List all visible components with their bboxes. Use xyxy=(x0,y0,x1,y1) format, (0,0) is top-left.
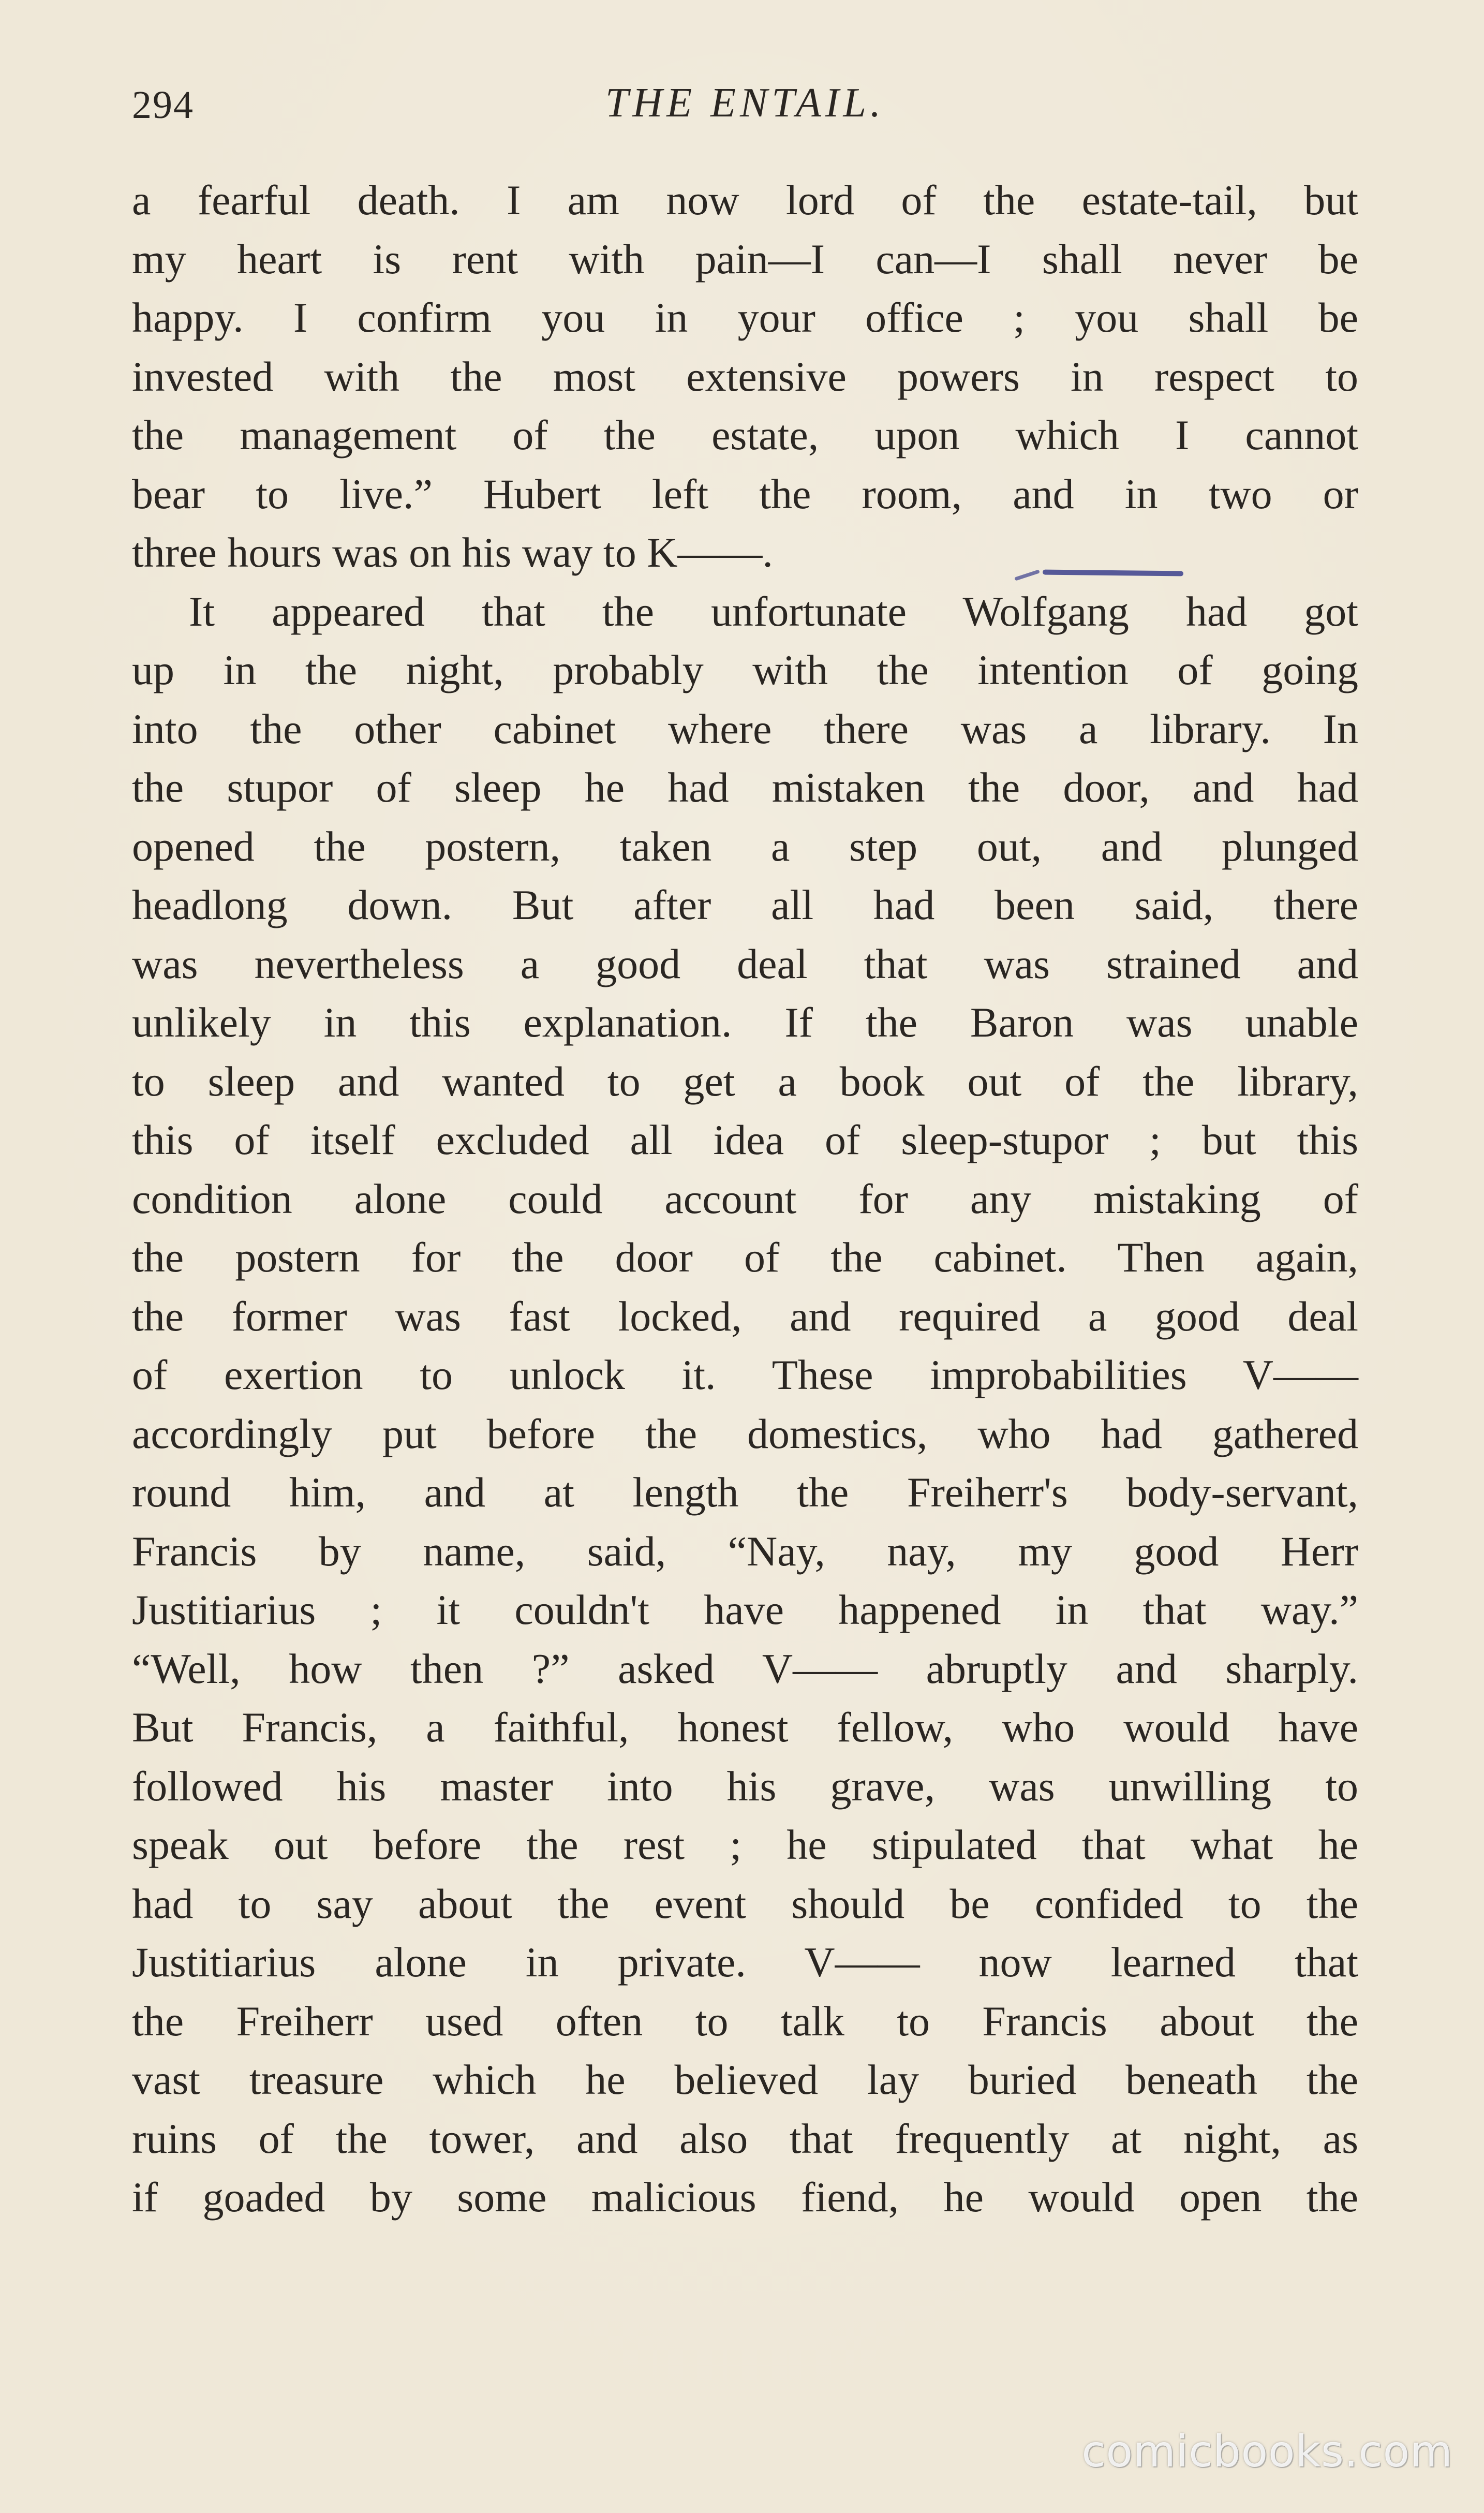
page-number: 294 xyxy=(132,83,194,127)
text-line: had to say about the event should be confided to the xyxy=(132,1880,1358,1927)
text-line: of exertion to unlock it. These improbabilities V—— xyxy=(132,1351,1358,1398)
text-line: three hours was on his way to K——. xyxy=(132,529,773,576)
text-line: speak out before the rest ; he stipulated that what he xyxy=(132,1821,1358,1868)
text-line: if goaded by some malicious fiend, he would open the xyxy=(132,2174,1358,2221)
text-line: Justitiarius ; it couldn't have happened in that way.” xyxy=(132,1586,1358,1633)
text-line: happy. I confirm you in your office ; you shall be xyxy=(132,294,1358,341)
watermark: comicbooks.com xyxy=(1081,2426,1453,2477)
text-line: up in the night, probably with the intention of going xyxy=(132,646,1358,693)
text-line: the former was fast locked, and required a good deal xyxy=(132,1292,1358,1340)
text-line: invested with the most extensive powers in respect to xyxy=(132,352,1358,400)
text-line: condition alone could account for any mistaking of xyxy=(132,1175,1358,1222)
body-text xyxy=(132,171,1358,2227)
text-line: was nevertheless a good deal that was strained and xyxy=(132,940,1358,987)
text-line: vast treasure which he believed lay buried beneath the xyxy=(132,2056,1358,2103)
text-line: my heart is rent with pain—I can—I shall never be xyxy=(132,235,1358,283)
text-line: round him, and at length the Freiherr's body-servant, xyxy=(132,1469,1358,1516)
text-line: the stupor of sleep he had mistaken the door, and had xyxy=(132,764,1358,811)
text-line: the postern for the door of the cabinet. Then again, xyxy=(132,1234,1358,1281)
text-line: to sleep and wanted to get a book out of the library, xyxy=(132,1057,1358,1105)
text-line: headlong down. But after all had been said, there xyxy=(132,881,1358,928)
page-header xyxy=(132,78,1358,135)
text-line: But Francis, a faithful, honest fellow, who would have xyxy=(132,1704,1358,1751)
text-line: “Well, how then ?” asked V—— abruptly and sharply. xyxy=(132,1645,1358,1692)
text-line: a fearful death. I am now lord of the estate-tail, but xyxy=(132,176,1358,224)
text-line: accordingly put before the domestics, who had gathered xyxy=(132,1410,1358,1457)
text-line: this of itself excluded all idea of sleep-stupor ; but this xyxy=(132,1116,1358,1163)
text-line: the management of the estate, upon which I cannot xyxy=(132,411,1358,459)
text-line: the Freiherr used often to talk to Francis about the xyxy=(132,1997,1358,2045)
text-line: It appeared that the unfortunate Wolfgang had got xyxy=(189,587,1358,635)
running-title: THE ENTAIL. xyxy=(605,80,885,126)
text-line: Justitiarius alone in private. V—— now learned that xyxy=(132,1939,1358,1986)
text-line: into the other cabinet where there was a library. In xyxy=(132,705,1358,752)
text-line: ruins of the tower, and also that frequently at night, as xyxy=(132,2115,1358,2162)
text-line: unlikely in this explanation. If the Baron was unable xyxy=(132,999,1358,1046)
text-line: opened the postern, taken a step out, and plunged xyxy=(132,822,1358,870)
text-line: bear to live.” Hubert left the room, and in two or xyxy=(132,470,1358,518)
text-line: Francis by name, said, “Nay, nay, my good Herr xyxy=(132,1527,1358,1575)
text-line: followed his master into his grave, was unwilling to xyxy=(132,1762,1358,1810)
